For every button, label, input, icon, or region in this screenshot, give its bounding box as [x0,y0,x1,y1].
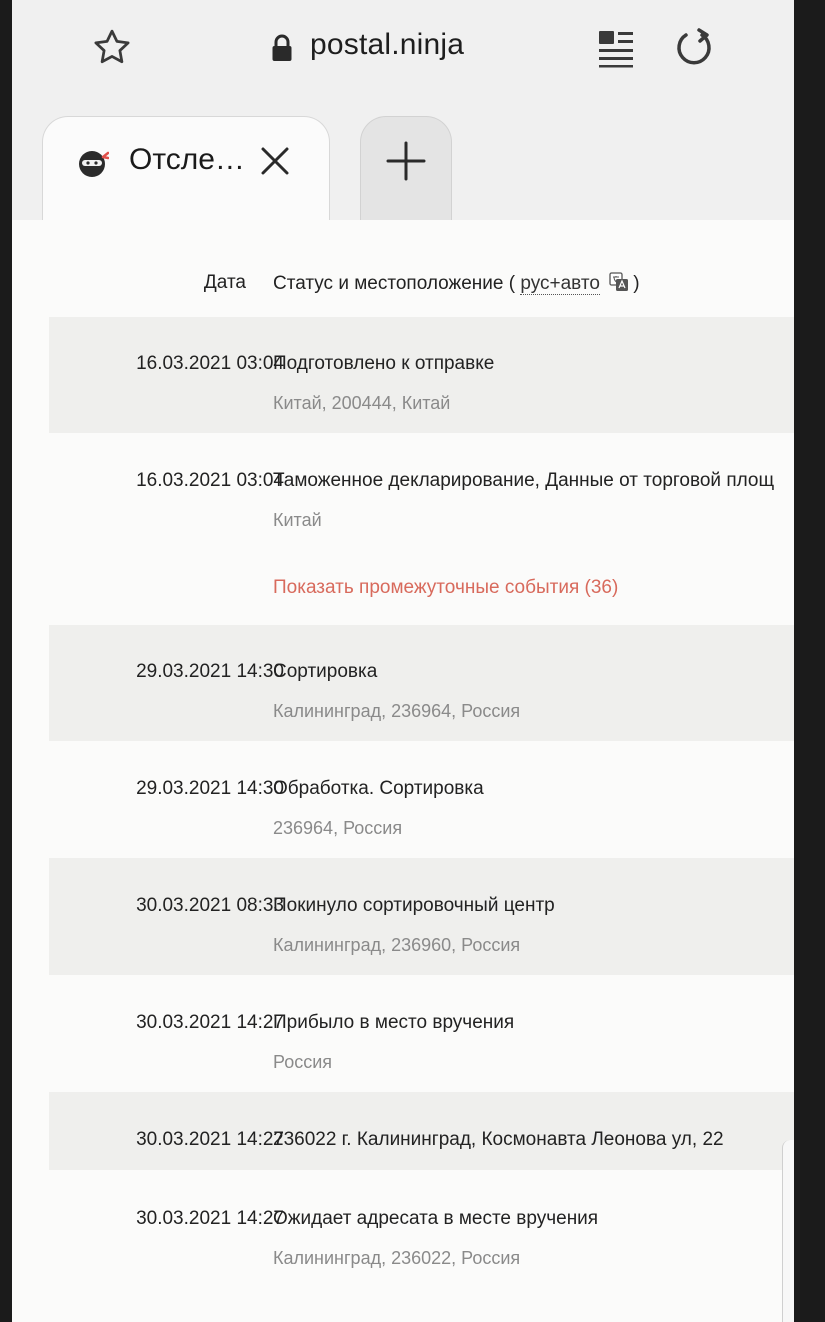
event-date: 30.03.2021 14:27 [136,1012,284,1033]
address-bar-url[interactable]: postal.ninja [310,28,465,61]
table-row [49,858,794,975]
event-status: Сортировка [273,661,378,682]
tab-title: Отсле… [129,143,245,176]
event-status: Обработка. Сортировка [273,778,484,799]
event-status: Подготовлено к отправке [273,353,495,374]
screen-edge [794,0,825,1322]
lock-icon [270,32,294,64]
table-row [49,433,794,625]
browser-toolbar [12,0,794,100]
event-location: 236964, Россия [273,818,403,838]
header-status-prefix: Статус и местоположение ( [273,273,516,294]
event-location: Китай, 200444, Китай [273,393,451,413]
event-location: Калининград, 236964, Россия [273,701,521,721]
reader-mode-icon[interactable] [592,24,640,72]
plus-icon [384,139,428,183]
event-location: Калининград, 236022, Россия [273,1248,521,1268]
event-status: Покинуло сортировочный центр [273,895,555,916]
event-date: 29.03.2021 14:30 [136,661,284,682]
translate-icon[interactable] [609,272,629,292]
event-date: 30.03.2021 14:27 [136,1129,284,1150]
event-status: 236022 г. Калининград, Космонавта Леонова ул, 22 [273,1129,724,1150]
tab-active[interactable] [42,116,330,237]
event-location: Калининград, 236960, Россия [273,935,521,955]
close-icon[interactable] [255,141,295,181]
tracking-page [12,220,794,1322]
event-date: 16.03.2021 03:04 [136,470,284,491]
scroll-edge [782,1140,794,1322]
table-row [49,625,794,741]
table-row [49,1092,794,1170]
show-intermediate-events-link[interactable]: Показать промежуточные события (36) [273,577,619,598]
event-location: Россия [273,1052,333,1072]
browser-screen [12,0,794,1322]
header-status-suffix: ) [633,273,640,294]
star-icon[interactable] [86,22,138,74]
column-header-status [273,272,640,295]
table-row [49,741,794,858]
table-row [49,975,794,1092]
column-header-date: Дата [203,272,246,293]
reload-icon[interactable] [668,22,720,74]
new-tab-button[interactable] [360,116,452,221]
table-row [49,1170,794,1286]
language-mode-link[interactable]: рус+авто [520,273,600,294]
event-date: 30.03.2021 14:27 [136,1208,284,1229]
event-status: Таможенное декларирование, Данные от торговой площ [273,470,775,491]
event-date: 16.03.2021 03:04 [136,353,284,374]
event-date: 29.03.2021 14:30 [136,778,284,799]
event-location: Китай [273,510,322,530]
table-row [49,317,794,433]
event-status: Ожидает адресата в месте вручения [273,1208,599,1229]
event-status: Прибыло в место вручения [273,1012,515,1033]
ninja-favicon-icon [77,147,109,179]
event-date: 30.03.2021 08:33 [136,895,284,916]
